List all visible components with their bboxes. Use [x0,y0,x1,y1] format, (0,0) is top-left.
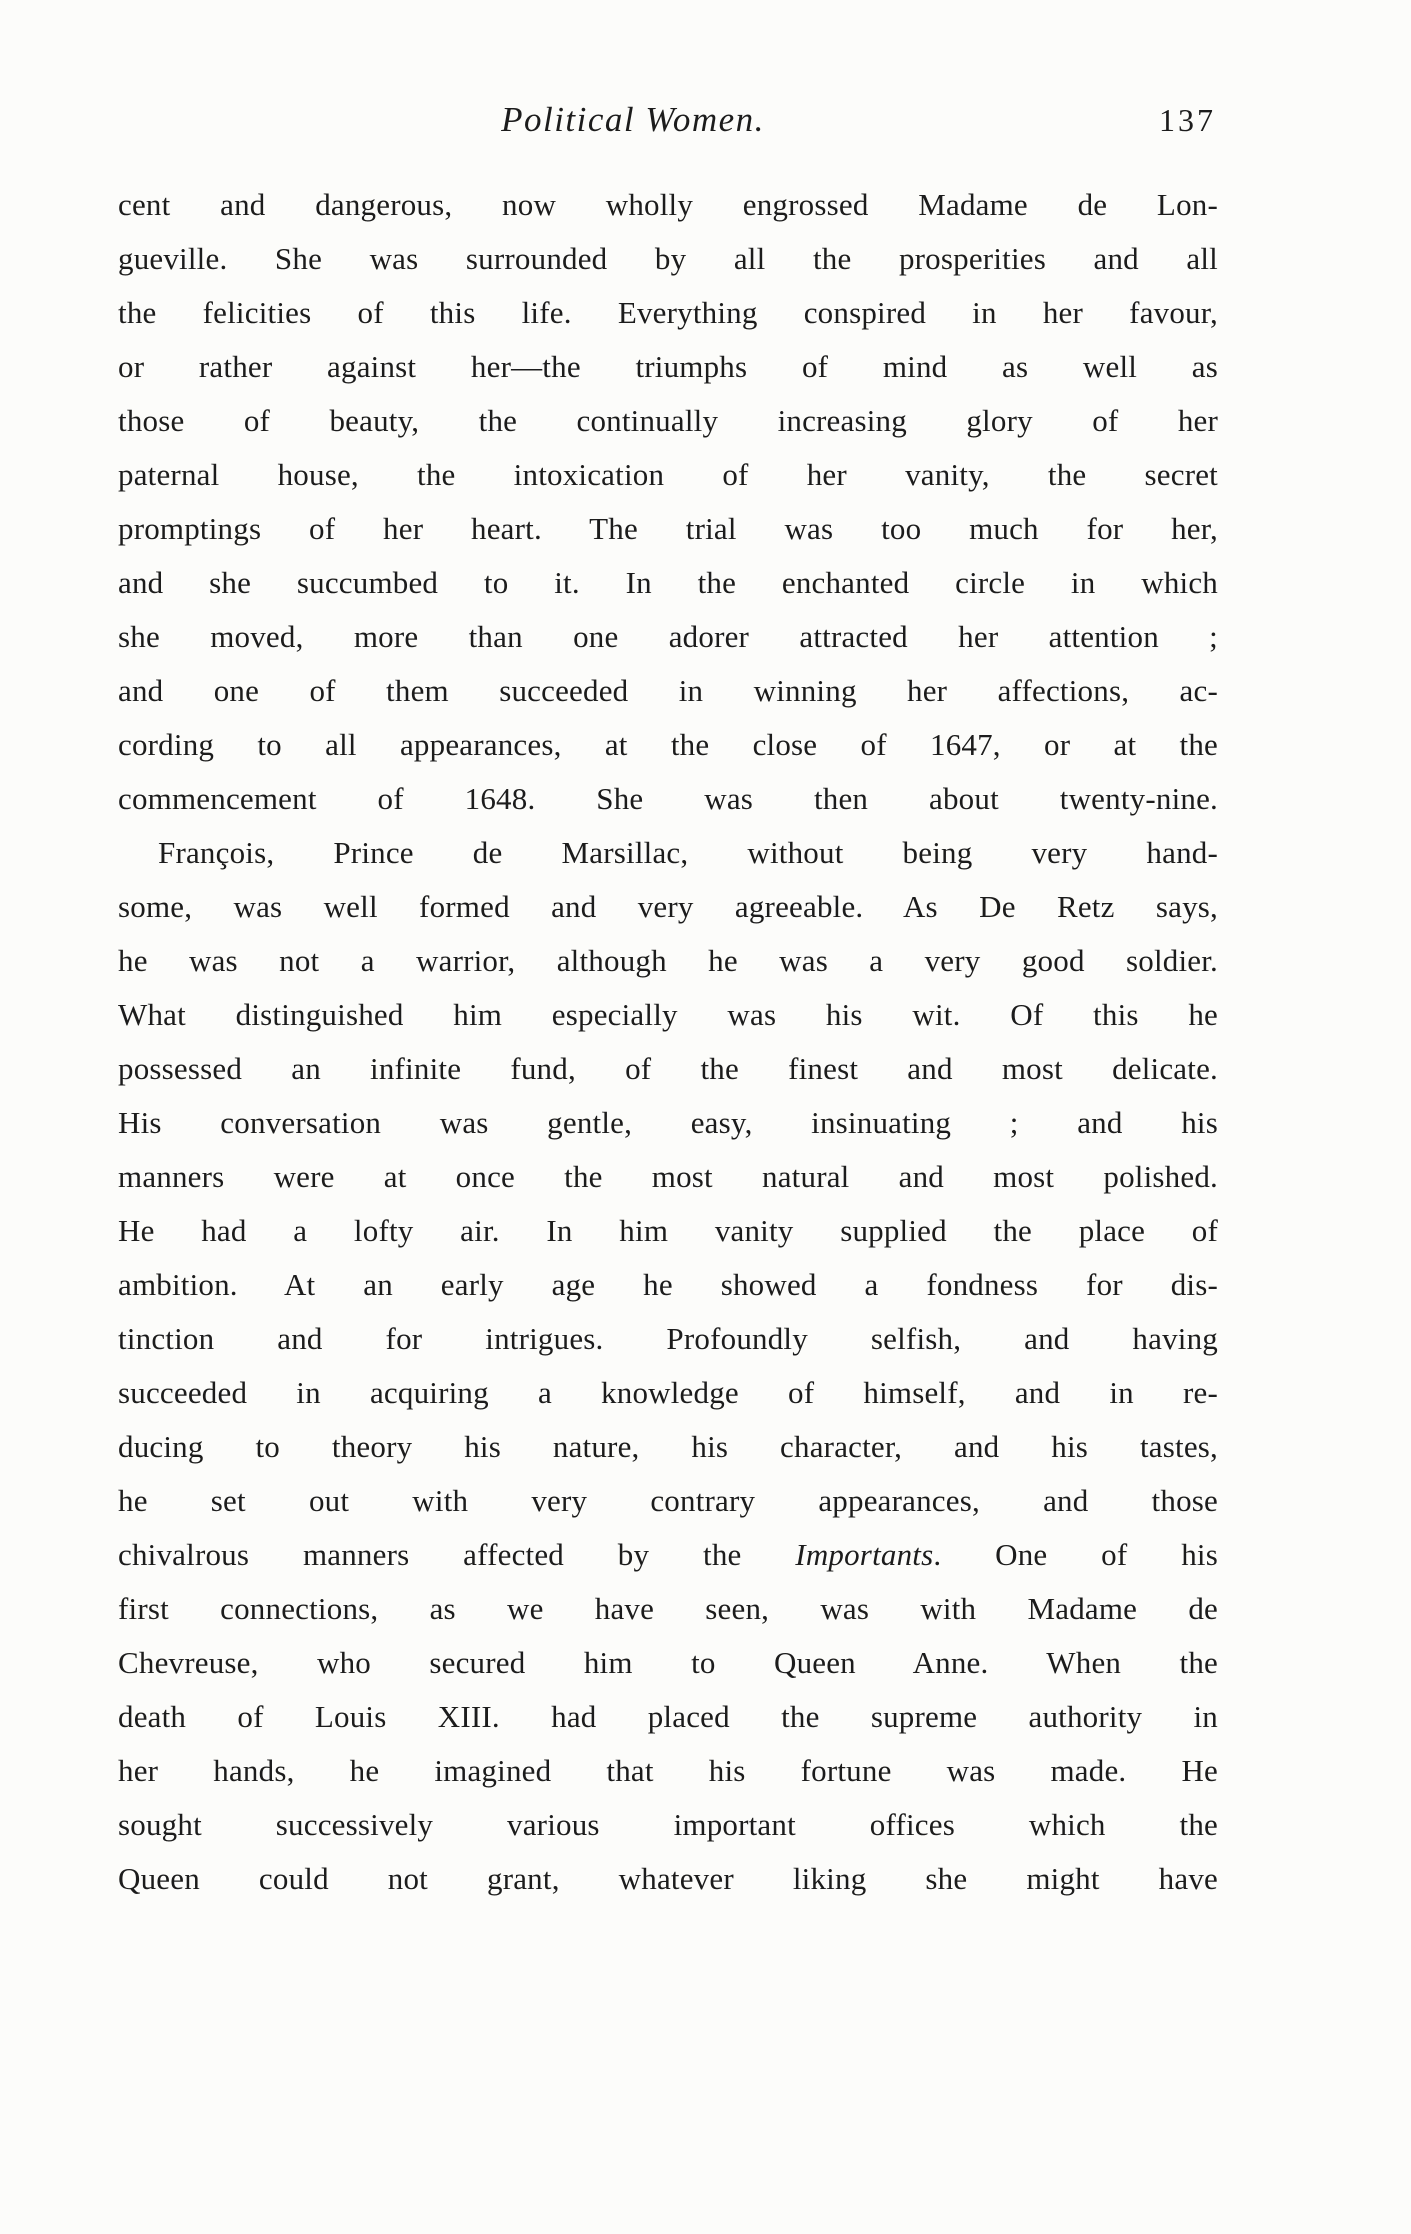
text-segment: she moved, more than one adorer attracted her attention ; [118,619,1218,654]
text-segment: ambition. At an early age he showed a fondness for dis- [118,1267,1218,1302]
text-line [118,880,1218,934]
text-segment: What distinguished him especially was his wit. Of this he [118,997,1218,1032]
text-line [118,772,1218,826]
page-number: 137 [1159,102,1216,138]
text-line [118,394,1218,448]
italic-text: Importants [795,1537,934,1572]
text-segment: chivalrous manners affected by the [118,1537,796,1572]
text-line [118,610,1218,664]
text-segment: commencement of 1648. She was then about twenty-nine. [118,781,1218,816]
text-line [118,826,1218,880]
text-segment: or rather against her—the triumphs of mind as well as [118,349,1218,384]
text-line [118,1420,1218,1474]
text-segment: first connections, as we have seen, was with Madame de [118,1591,1218,1626]
text-line [118,934,1218,988]
text-line [118,1258,1218,1312]
text-line [118,988,1218,1042]
paragraph [118,178,1218,826]
text-line [118,1798,1218,1852]
text-segment: promptings of her heart. The trial was too much for her, [118,511,1218,546]
text-segment: those of beauty, the continually increasing glory of her [118,403,1218,438]
text-segment: Queen could not grant, whatever liking she might have [118,1861,1218,1896]
text-segment: cent and dangerous, now wholly engrossed Madame de Lon- [118,187,1218,222]
text-line [118,1042,1218,1096]
text-segment: Chevreuse, who secured him to Queen Anne. When the [118,1645,1218,1680]
text-segment: and one of them succeeded in winning her affections, ac- [118,673,1218,708]
text-line [118,178,1218,232]
text-line [118,718,1218,772]
text-segment: . One of his [933,1537,1218,1572]
text-line [118,286,1218,340]
paragraph [118,826,1218,1906]
text-line [118,1744,1218,1798]
text-block [118,100,1218,1906]
text-segment: He had a lofty air. In him vanity supplied the place of [118,1213,1218,1248]
text-line [118,664,1218,718]
text-segment: possessed an infinite fund, of the finest and most delicate. [118,1051,1218,1086]
text-segment: François, Prince de Marsillac, without being very hand- [158,835,1218,870]
text-segment: tinction and for intrigues. Profoundly selfish, and having [118,1321,1218,1356]
text-segment: gueville. She was surrounded by all the prosperities and all [118,241,1218,276]
text-segment: cording to all appearances, at the close of 1647, or at the [118,727,1218,762]
text-line [118,1312,1218,1366]
page-body [118,178,1218,1906]
text-line [118,1636,1218,1690]
text-line [118,448,1218,502]
text-line [118,1690,1218,1744]
text-line [118,1852,1218,1906]
page-header [118,100,1218,150]
text-line [118,1366,1218,1420]
text-line [118,1474,1218,1528]
text-line [118,1150,1218,1204]
text-segment: and she succumbed to it. In the enchanted circle in which [118,565,1218,600]
text-line [118,556,1218,610]
text-segment: ducing to theory his nature, his character, and his tastes, [118,1429,1218,1464]
text-line [118,1528,1218,1582]
text-line [118,340,1218,394]
text-segment: her hands, he imagined that his fortune was made. He [118,1753,1218,1788]
text-segment: sought successively various important offices which the [118,1807,1218,1842]
text-segment: he set out with very contrary appearances, and those [118,1483,1218,1518]
text-line [118,502,1218,556]
text-line [118,1204,1218,1258]
text-line [118,232,1218,286]
text-segment: succeeded in acquiring a knowledge of himself, and in re- [118,1375,1218,1410]
text-segment: His conversation was gentle, easy, insinuating ; and his [118,1105,1218,1140]
text-line [118,1096,1218,1150]
text-segment: he was not a warrior, although he was a very good soldier. [118,943,1218,978]
text-segment: the felicities of this life. Everything conspired in her favour, [118,295,1218,330]
text-segment: manners were at once the most natural and most polished. [118,1159,1218,1194]
text-line [118,1582,1218,1636]
text-segment: paternal house, the intoxication of her vanity, the secret [118,457,1218,492]
text-segment: some, was well formed and very agreeable. As De Retz says, [118,889,1218,924]
text-segment: death of Louis XIII. had placed the supreme authority in [118,1699,1218,1734]
running-title: Political Women. [501,100,765,139]
